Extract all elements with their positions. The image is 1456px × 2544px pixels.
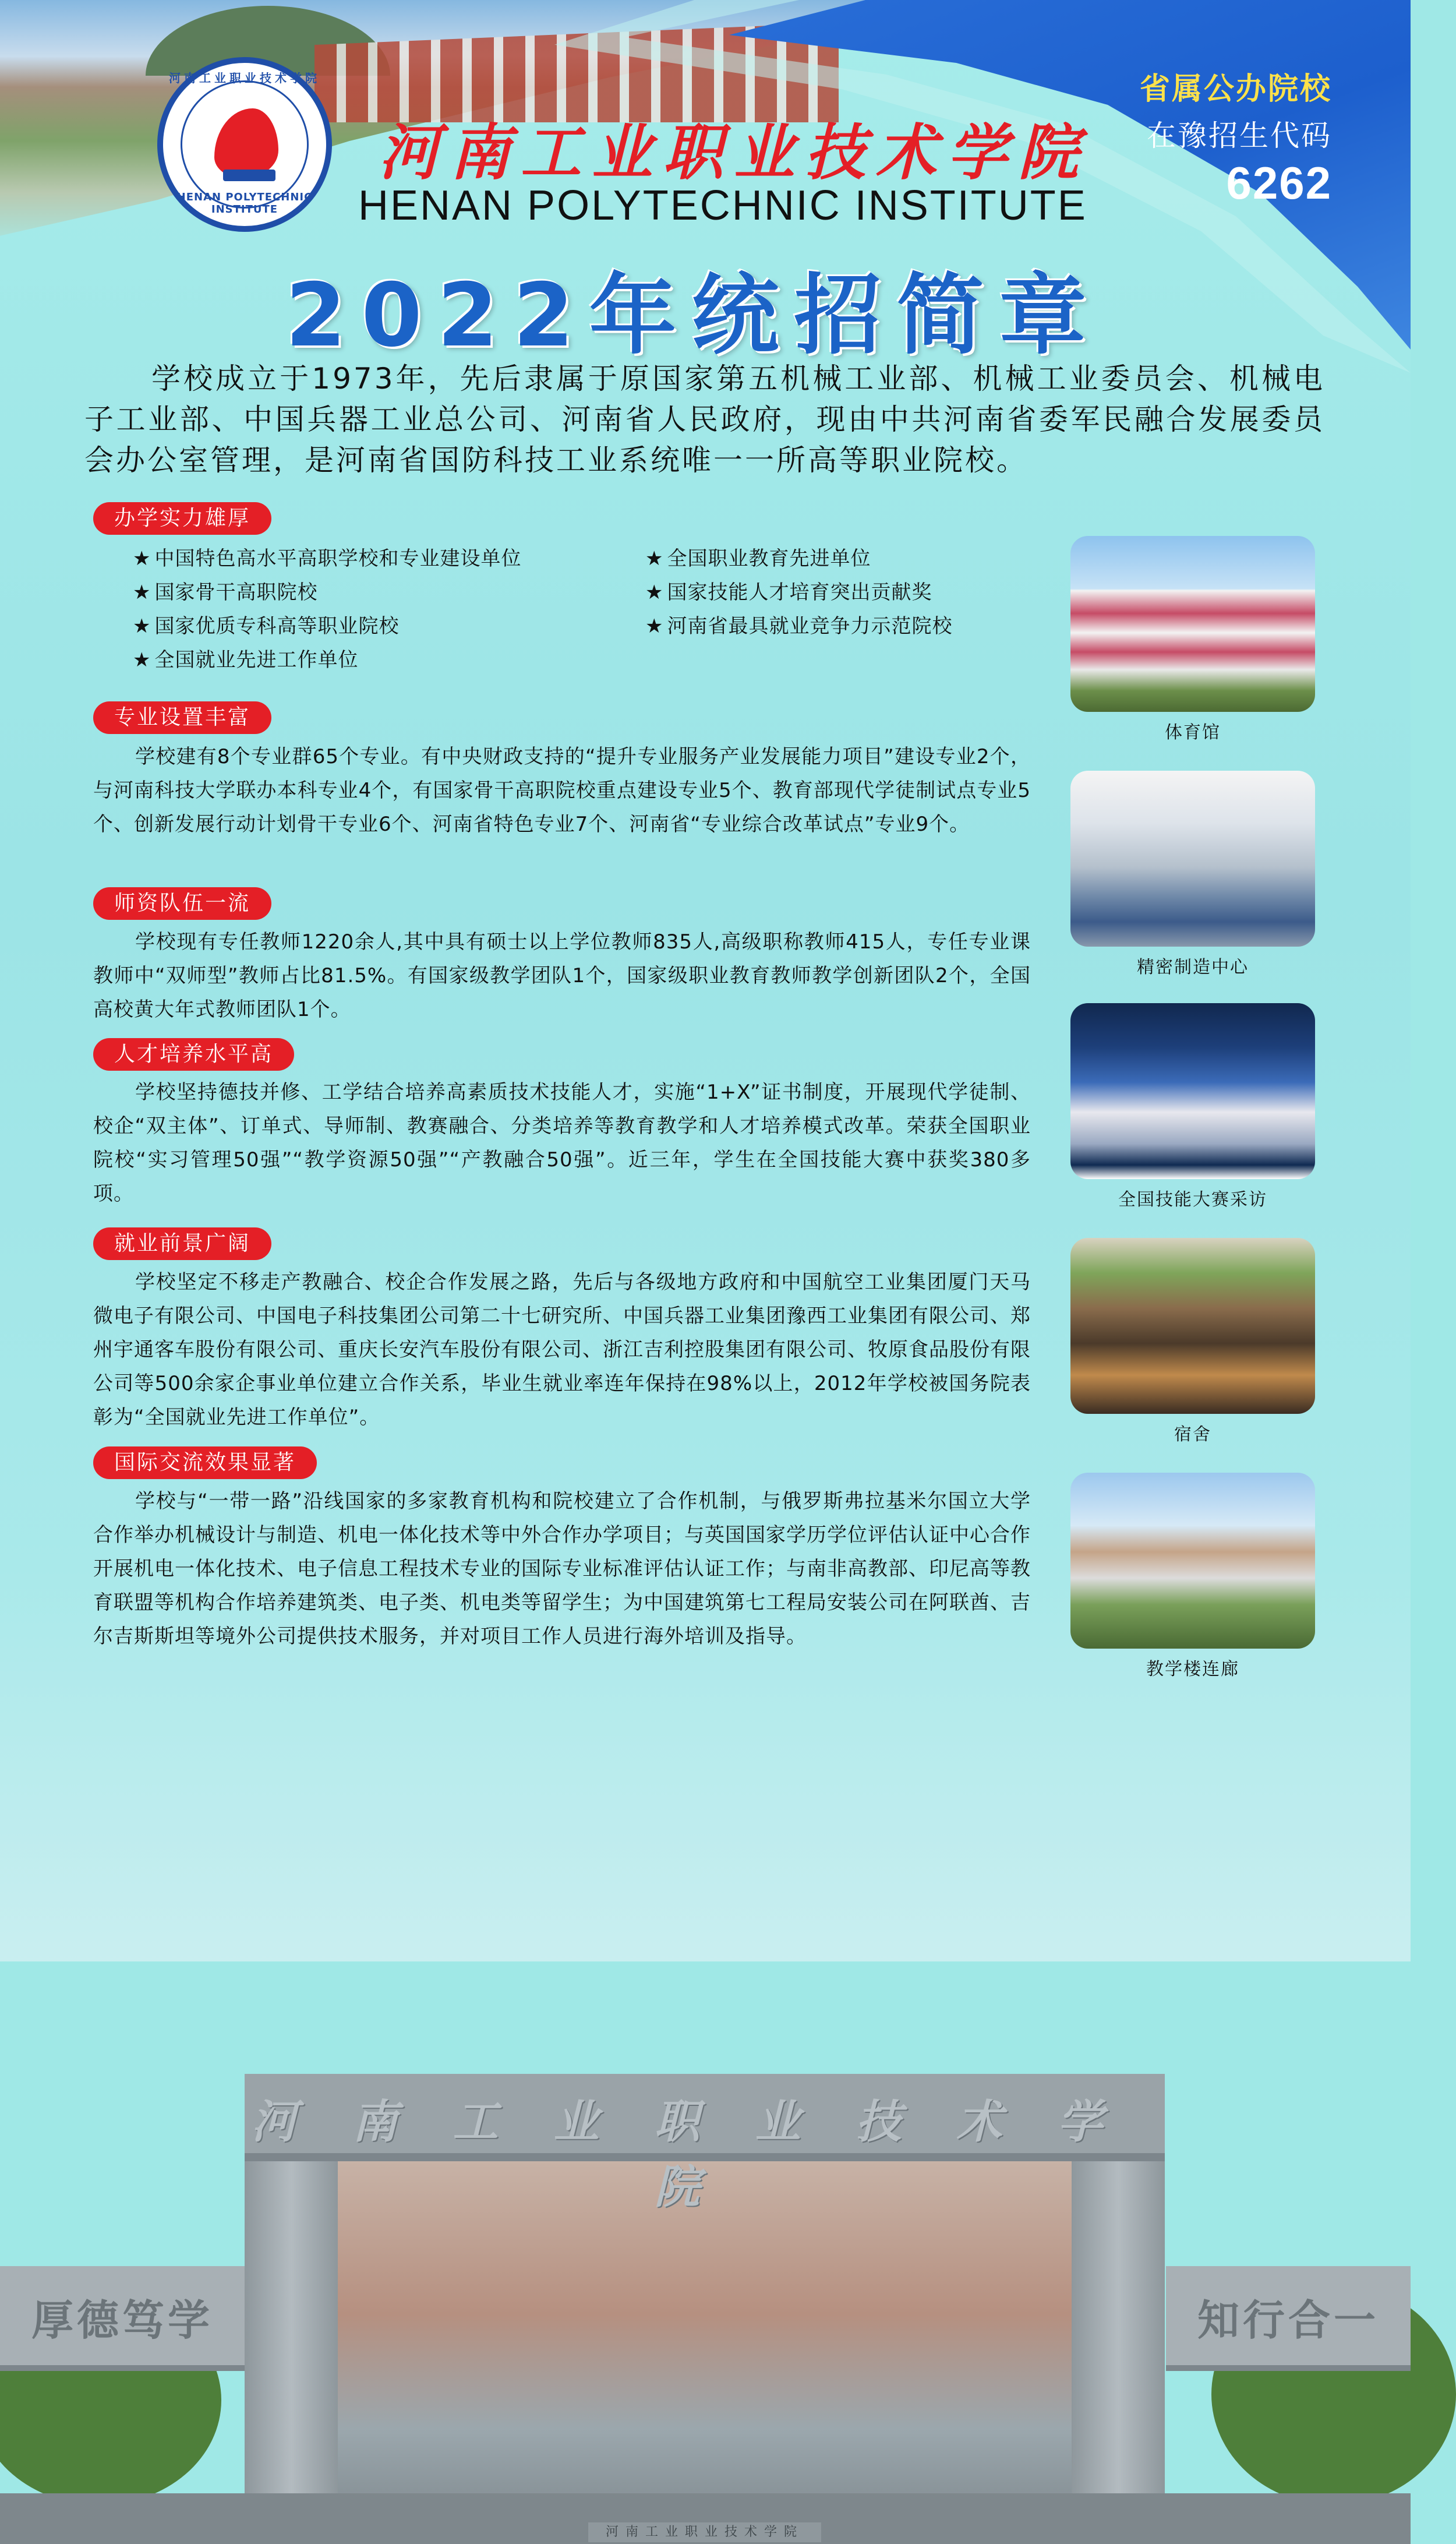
admission-code-label: 在豫招生代码 <box>1147 119 1332 153</box>
honor-item: ★ 国家技能人才培育突出贡献奖 <box>645 576 952 609</box>
flame-icon <box>214 108 278 178</box>
section-body-majors: 学校建有8个专业群65个专业。有中央财政支持的“提升专业服务产业发展能力项目”建设专业2个，与河南科技大学联办本科专业4个，有国家骨干高职院校重点建设专业5个、教育部现代学徒制试点专业5个、创新发展行动计划骨干专业6个、河南省特色专业7个、河南省“专业综合改革试点”专业9个。 <box>93 745 1031 836</box>
photo-gymnasium <box>1070 536 1315 712</box>
photo-corridor <box>1070 1473 1315 1649</box>
photo-manufacturing-center <box>1070 771 1315 947</box>
section-body-employment: 学校坚定不移走产教融合、校企合作发展之路，先后与各级地方政府和中国航空工业集团厦门天马微电子有限公司、中国电子科技集团公司第二十七研究所、中国兵器工业集团豫西工业集团有限公司、郑州宇通客车股份有限公司、重庆长安汽车股份有限公司、浙江吉利控股集团有限公司、牧原食品股份有限公司等500余家企事业单位建立合作关系，毕业生就业率连年保持在98%以上，2012年学校被国务院表彰为“全国就业先进工作单位”。 <box>93 1271 1031 1429</box>
school-name-english: HENAN POLYTECHNIC INSTITUTE <box>358 182 1087 229</box>
photo-caption: 宿舍 <box>1174 1424 1211 1445</box>
gate-pillar-left <box>245 2161 338 2544</box>
page-title: 2022年统招简章 <box>285 265 1102 366</box>
honors-list-right <box>645 542 952 643</box>
motto-right: 知行合一 <box>1197 2295 1379 2345</box>
section-heading-training: 人才培养水平高 <box>93 1038 294 1071</box>
section-body-faculty: 学校现有专任教师1220余人,其中具有硕士以上学位教师835人,高级职称教师415人，专任专业课教师中“双师型”教师占比81.5%。有国家级教学团队1个，国家级职业教育教师教学创新团队2个，全国高校黄大年式教师团队1个。 <box>93 930 1031 1021</box>
honor-item: ★ 全国职业教育先进单位 <box>645 542 952 576</box>
photo-dormitory <box>1070 1238 1315 1414</box>
gate-nameplate: 河南工业职业技术学院 <box>588 2522 821 2542</box>
photo-caption: 教学楼连廊 <box>1146 1659 1239 1679</box>
honor-item: ★ 国家骨干高职院校 <box>133 576 521 609</box>
gate-lintel <box>245 2074 1165 2214</box>
gate-lintel-text: 河南工业职业技术学院 <box>251 2095 1158 2214</box>
school-name-chinese: 河南工业职业技术学院 <box>379 117 1090 188</box>
section-heading-international: 国际交流效果显著 <box>93 1446 317 1479</box>
honors-list-left <box>133 542 521 677</box>
school-logo <box>157 57 332 232</box>
section-body-training: 学校坚持德技并修、工学结合培养高素质技术技能人才，实施“1+X”证书制度，开展现代学徒制、校企“双主体”、订单式、导师制、教赛融合、分类培养等教育教学和人才培养模式改革。荣获全国职业院校“实习管理50强”“教学资源50强”“产教融合50强”。近三年，学生在全国技能大赛中获奖380多项。 <box>93 1081 1031 1205</box>
logo-english-text: HENAN POLYTECHNIC INSTITUTE <box>176 191 313 216</box>
gate-wing-left <box>0 2266 245 2371</box>
admission-code-block <box>1140 64 1332 210</box>
school-type-label: 省属公办院校 <box>1139 72 1332 107</box>
honor-item: ★ 河南省最具就业竞争力示范院校 <box>645 609 952 643</box>
photo-caption: 体育馆 <box>1165 722 1221 743</box>
section-heading-faculty: 师资队伍一流 <box>93 887 271 920</box>
logo-inner-ring <box>181 80 309 209</box>
gate-wing-right <box>1166 2266 1411 2371</box>
section-heading-strength: 办学实力雄厚 <box>93 502 271 535</box>
section-body-international: 学校与“一带一路”沿线国家的多家教育机构和院校建立了合作机制，与俄罗斯弗拉基米尔国立大学合作举办机械设计与制造、机电一体化技术等中外合作办学项目；与英国国家学历学位评估认证中心合作开展机电一体化技术、电子信息工程技术专业的国际专业标准评估认证工作；与南非高教部、印尼高等教育联盟等机构合作培养建筑类、电子类、机电类等留学生；为中国建筑第七工程局安装公司在阿联酋、吉尔吉斯斯坦等境外公司提供技术服务，并对项目工作人员进行海外培训及指导。 <box>93 1490 1031 1648</box>
honor-item: ★ 国家优质专科高等职业院校 <box>133 609 521 643</box>
section-heading-majors: 专业设置丰富 <box>93 701 271 734</box>
honor-item: ★ 全国就业先进工作单位 <box>133 643 521 677</box>
section-heading-employment: 就业前景广阔 <box>93 1227 271 1260</box>
campus-gate <box>0 2074 1411 2544</box>
photo-caption: 全国技能大赛采访 <box>1118 1190 1267 1210</box>
gate-pillar-right <box>1072 2161 1165 2544</box>
gate-opening <box>338 2161 1072 2544</box>
honor-item: ★ 中国特色高水平高职学校和专业建设单位 <box>133 542 521 576</box>
book-icon <box>223 170 275 181</box>
photo-caption: 精密制造中心 <box>1137 957 1249 978</box>
intro-paragraph: 学校成立于1973年，先后隶属于原国家第五机械工业部、机械工业委员会、机械电子工业部、中国兵器工业总公司、河南省人民政府，现由中共河南省委军民融合发展委员会办公室管理，是河南省国防科技工业系统唯一一所高等职业院校。 <box>84 362 1325 477</box>
logo-text: 河南工业职业技术学院 <box>169 71 320 85</box>
motto-left: 厚德笃学 <box>31 2295 213 2345</box>
admission-code-value: 6262 <box>1226 157 1332 209</box>
photo-skills-contest-interview <box>1070 1003 1315 1179</box>
